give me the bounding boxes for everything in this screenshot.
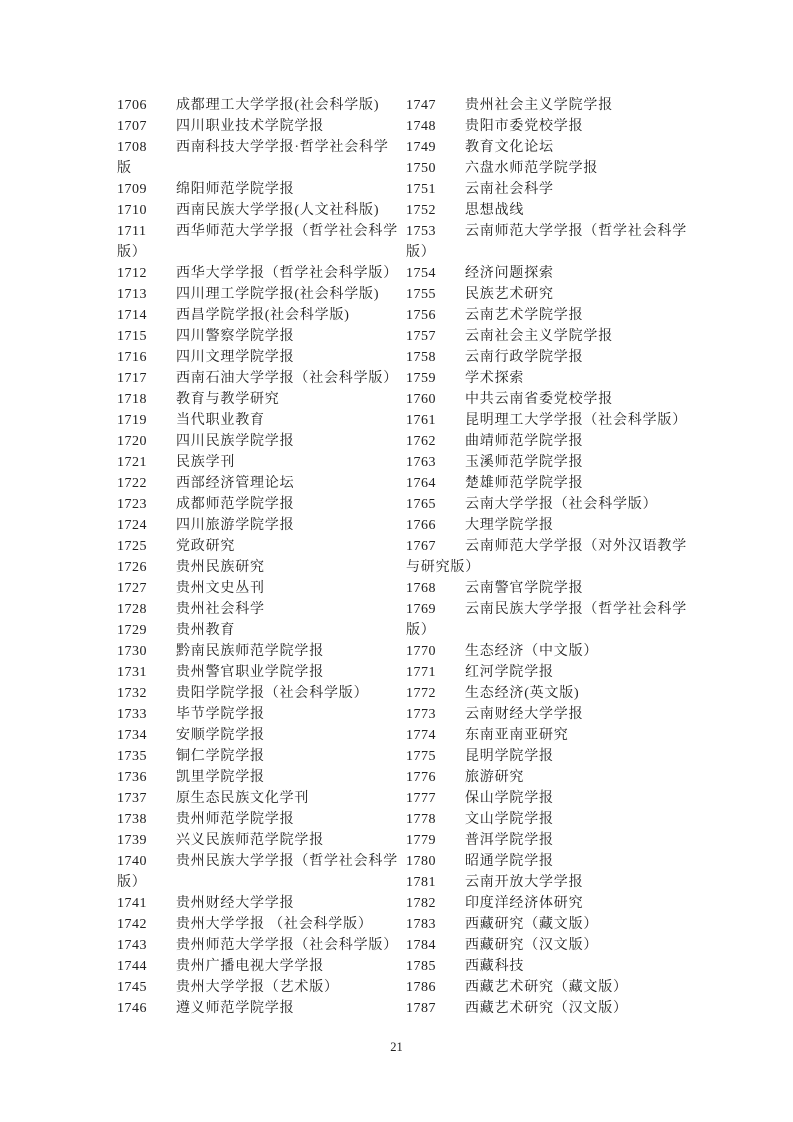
journal-entry <box>406 872 689 893</box>
entry-title: 四川职业技术学院学报 <box>176 119 324 134</box>
journal-entry <box>117 599 400 620</box>
entry-title: 民族艺术研究 <box>465 287 554 302</box>
journal-entry <box>117 557 400 578</box>
journal-entry <box>117 473 400 494</box>
entry-number: 1755 <box>406 287 436 302</box>
entry-title: 毕节学院学报 <box>176 707 265 722</box>
journal-entry <box>406 830 689 851</box>
entry-number: 1777 <box>406 791 436 806</box>
journal-entry <box>117 767 400 788</box>
journal-entry <box>406 389 689 410</box>
journal-entry <box>117 347 400 368</box>
journal-entry <box>406 935 689 956</box>
journal-entry <box>117 662 400 683</box>
journal-entry <box>117 221 400 263</box>
journal-entry <box>117 935 400 956</box>
entry-title: 成都理工大学学报(社会科学版) <box>176 98 380 113</box>
journal-entry <box>117 788 400 809</box>
entry-number: 1748 <box>406 119 436 134</box>
entry-title: 普洱学院学报 <box>465 833 554 848</box>
journal-entry <box>406 662 689 683</box>
journal-entry <box>117 914 400 935</box>
entry-title: 生态经济(英文版) <box>465 686 580 701</box>
entry-number: 1715 <box>117 329 147 344</box>
journal-entry <box>406 956 689 977</box>
entry-title: 贵州民族研究 <box>176 560 265 575</box>
entry-number: 1774 <box>406 728 436 743</box>
entry-number: 1712 <box>117 266 147 281</box>
entry-title: 六盘水师范学院学报 <box>465 161 599 176</box>
journal-entry <box>117 305 400 326</box>
journal-entry <box>117 956 400 977</box>
entry-title: 西部经济管理论坛 <box>176 476 295 491</box>
entry-number: 1758 <box>406 350 436 365</box>
entry-number: 1729 <box>117 623 147 638</box>
entry-title: 东南亚南亚研究 <box>465 728 569 743</box>
journal-entry <box>117 452 400 473</box>
entry-number: 1780 <box>406 854 436 869</box>
entry-title: 四川民族学院学报 <box>176 434 295 449</box>
entry-title: 原生态民族文化学刊 <box>176 791 310 806</box>
entry-number: 1730 <box>117 644 147 659</box>
entry-number: 1784 <box>406 938 436 953</box>
journal-list-left-column <box>117 95 400 1019</box>
journal-entry <box>117 536 400 557</box>
entry-number: 1772 <box>406 686 436 701</box>
entry-number: 1726 <box>117 560 147 575</box>
entry-title: 贵州文史丛刊 <box>176 581 265 596</box>
entry-number: 1754 <box>406 266 436 281</box>
entry-number: 1714 <box>117 308 147 323</box>
journal-entry <box>406 977 689 998</box>
entry-number: 1709 <box>117 182 147 197</box>
entry-number: 1721 <box>117 455 147 470</box>
journal-entry <box>406 116 689 137</box>
journal-entry <box>117 620 400 641</box>
entry-title: 贵州广播电视大学学报 <box>176 959 324 974</box>
journal-entry <box>406 788 689 809</box>
journal-entry <box>117 998 400 1019</box>
entry-title: 红河学院学报 <box>465 665 554 680</box>
entry-title: 贵州师范学院学报 <box>176 812 295 827</box>
journal-entry <box>406 767 689 788</box>
journal-entry <box>406 368 689 389</box>
journal-entry <box>406 284 689 305</box>
entry-title: 当代职业教育 <box>176 413 265 428</box>
entry-number: 1746 <box>117 1001 147 1016</box>
journal-entry <box>406 641 689 662</box>
journal-entry <box>406 725 689 746</box>
journal-entry <box>117 809 400 830</box>
entry-number: 1764 <box>406 476 436 491</box>
journal-entry <box>406 683 689 704</box>
entry-number: 1769 <box>406 602 436 617</box>
entry-title: 西藏研究（藏文版） <box>465 917 599 932</box>
journal-entry <box>117 326 400 347</box>
journal-entry <box>406 851 689 872</box>
journal-entry <box>117 851 400 893</box>
journal-entry <box>406 578 689 599</box>
entry-number: 1763 <box>406 455 436 470</box>
entry-number: 1762 <box>406 434 436 449</box>
entry-number: 1779 <box>406 833 436 848</box>
journal-entry <box>117 410 400 431</box>
entry-title: 曲靖师范学院学报 <box>465 434 584 449</box>
entry-title: 贵州大学学报 （社会科学版） <box>176 917 373 932</box>
entry-number: 1713 <box>117 287 147 302</box>
entry-title: 成都师范学院学报 <box>176 497 295 512</box>
entry-title: 生态经济（中文版） <box>465 644 599 659</box>
entry-title: 西南科技大学学报·哲学社会科学版 <box>117 140 389 176</box>
journal-entry <box>406 326 689 347</box>
entry-number: 1776 <box>406 770 436 785</box>
entry-title: 西昌学院学报(社会科学版) <box>176 308 350 323</box>
entry-title: 西南石油大学学报（社会科学版） <box>176 371 398 386</box>
entry-number: 1710 <box>117 203 147 218</box>
journal-entry <box>406 158 689 179</box>
entry-title: 铜仁学院学报 <box>176 749 265 764</box>
journal-entry <box>406 347 689 368</box>
entry-title: 西藏科技 <box>465 959 525 974</box>
journal-entry <box>406 998 689 1019</box>
entry-number: 1743 <box>117 938 147 953</box>
journal-entry <box>406 179 689 200</box>
entry-number: 1741 <box>117 896 147 911</box>
entry-title: 教育与教学研究 <box>176 392 280 407</box>
entry-title: 思想战线 <box>465 203 525 218</box>
journal-entry <box>406 536 689 578</box>
entry-title: 贵州师范大学学报（社会科学版） <box>176 938 398 953</box>
entry-title: 凯里学院学报 <box>176 770 265 785</box>
entry-number: 1752 <box>406 203 436 218</box>
journal-entry <box>117 95 400 116</box>
entry-title: 贵阳市委党校学报 <box>465 119 584 134</box>
entry-number: 1767 <box>406 539 436 554</box>
journal-entry <box>406 704 689 725</box>
journal-entry <box>117 494 400 515</box>
entry-title: 西藏研究（汉文版） <box>465 938 599 953</box>
entry-title: 玉溪师范学院学报 <box>465 455 584 470</box>
entry-number: 1745 <box>117 980 147 995</box>
journal-entry <box>117 725 400 746</box>
journal-entry <box>406 599 689 641</box>
journal-entry <box>406 410 689 431</box>
entry-title: 楚雄师范学院学报 <box>465 476 584 491</box>
entry-title: 经济问题探索 <box>465 266 554 281</box>
journal-entry <box>406 893 689 914</box>
entry-number: 1753 <box>406 224 436 239</box>
entry-number: 1720 <box>117 434 147 449</box>
entry-title: 昆明理工大学学报（社会科学版） <box>465 413 687 428</box>
entry-number: 1738 <box>117 812 147 827</box>
entry-title: 四川警察学院学报 <box>176 329 295 344</box>
journal-entry <box>406 200 689 221</box>
entry-number: 1787 <box>406 1001 436 1016</box>
entry-number: 1727 <box>117 581 147 596</box>
journal-entry <box>117 137 400 179</box>
journal-entry <box>117 683 400 704</box>
page-number: 21 <box>390 1040 403 1054</box>
entry-number: 1757 <box>406 329 436 344</box>
entry-title: 贵州社会科学 <box>176 602 265 617</box>
journal-entry <box>117 893 400 914</box>
journal-entry <box>117 578 400 599</box>
entry-title: 西藏艺术研究（藏文版） <box>465 980 628 995</box>
entry-title: 贵州大学学报（艺术版） <box>176 980 339 995</box>
entry-number: 1723 <box>117 497 147 512</box>
entry-number: 1747 <box>406 98 436 113</box>
entry-number: 1766 <box>406 518 436 533</box>
journal-entry <box>406 515 689 536</box>
journal-entry <box>406 746 689 767</box>
entry-number: 1761 <box>406 413 436 428</box>
entry-title: 云南开放大学学报 <box>465 875 584 890</box>
entry-title: 云南财经大学学报 <box>465 707 584 722</box>
entry-number: 1731 <box>117 665 147 680</box>
entry-number: 1759 <box>406 371 436 386</box>
entry-number: 1728 <box>117 602 147 617</box>
entry-title: 云南师范大学学报（哲学社会科学版） <box>406 224 687 260</box>
entry-number: 1751 <box>406 182 436 197</box>
entry-number: 1717 <box>117 371 147 386</box>
entry-title: 遵义师范学院学报 <box>176 1001 295 1016</box>
journal-entry <box>117 977 400 998</box>
entry-title: 云南师范大学学报（对外汉语教学与研究版） <box>406 539 687 575</box>
entry-number: 1744 <box>117 959 147 974</box>
entry-number: 1775 <box>406 749 436 764</box>
entry-title: 四川旅游学院学报 <box>176 518 295 533</box>
entry-number: 1733 <box>117 707 147 722</box>
entry-number: 1765 <box>406 497 436 512</box>
entry-number: 1785 <box>406 959 436 974</box>
journal-entry <box>406 809 689 830</box>
entry-title: 西藏艺术研究（汉文版） <box>465 1001 628 1016</box>
entry-number: 1708 <box>117 140 147 155</box>
journal-entry <box>406 431 689 452</box>
journal-entry <box>117 368 400 389</box>
entry-number: 1782 <box>406 896 436 911</box>
entry-title: 云南社会科学 <box>465 182 554 197</box>
entry-number: 1768 <box>406 581 436 596</box>
entry-number: 1750 <box>406 161 436 176</box>
entry-title: 大理学院学报 <box>465 518 554 533</box>
entry-title: 云南艺术学院学报 <box>465 308 584 323</box>
entry-number: 1760 <box>406 392 436 407</box>
entry-number: 1718 <box>117 392 147 407</box>
journal-entry <box>117 515 400 536</box>
journal-entry <box>406 137 689 158</box>
entry-title: 贵州民族大学学报（哲学社会科学版） <box>117 854 398 890</box>
entry-number: 1740 <box>117 854 147 869</box>
journal-entry <box>117 641 400 662</box>
entry-title: 绵阳师范学院学报 <box>176 182 295 197</box>
journal-entry <box>406 95 689 116</box>
entry-title: 文山学院学报 <box>465 812 554 827</box>
journal-entry <box>117 431 400 452</box>
entry-number: 1706 <box>117 98 147 113</box>
entry-number: 1716 <box>117 350 147 365</box>
entry-title: 贵州财经大学学报 <box>176 896 295 911</box>
entry-number: 1732 <box>117 686 147 701</box>
journal-entry <box>117 179 400 200</box>
entry-title: 贵州社会主义学院学报 <box>465 98 613 113</box>
entry-number: 1707 <box>117 119 147 134</box>
entry-title: 黔南民族师范学院学报 <box>176 644 324 659</box>
entry-title: 四川理工学院学报(社会科学版) <box>176 287 380 302</box>
journal-entry <box>406 452 689 473</box>
entry-title: 西华大学学报（哲学社会科学版） <box>176 266 398 281</box>
entry-title: 西华师范大学学报（哲学社会科学版） <box>117 224 398 260</box>
entry-title: 安顺学院学报 <box>176 728 265 743</box>
entry-number: 1783 <box>406 917 436 932</box>
entry-number: 1737 <box>117 791 147 806</box>
entry-number: 1739 <box>117 833 147 848</box>
entry-number: 1773 <box>406 707 436 722</box>
entry-title: 民族学刊 <box>176 455 236 470</box>
entry-title: 教育文化论坛 <box>465 140 554 155</box>
entry-number: 1770 <box>406 644 436 659</box>
entry-title: 兴义民族师范学院学报 <box>176 833 324 848</box>
entry-title: 学术探索 <box>465 371 525 386</box>
journal-entry <box>406 473 689 494</box>
journal-entry <box>117 284 400 305</box>
entry-number: 1736 <box>117 770 147 785</box>
journal-entry <box>117 389 400 410</box>
entry-number: 1742 <box>117 917 147 932</box>
entry-number: 1735 <box>117 749 147 764</box>
entry-number: 1724 <box>117 518 147 533</box>
entry-number: 1771 <box>406 665 436 680</box>
entry-title: 云南大学学报（社会科学版） <box>465 497 658 512</box>
entry-title: 昭通学院学报 <box>465 854 554 869</box>
entry-number: 1786 <box>406 980 436 995</box>
entry-title: 旅游研究 <box>465 770 525 785</box>
journal-entry <box>117 704 400 725</box>
entry-title: 四川文理学院学报 <box>176 350 295 365</box>
journal-entry <box>406 914 689 935</box>
entry-title: 云南警官学院学报 <box>465 581 584 596</box>
journal-entry <box>406 263 689 284</box>
entry-title: 贵州教育 <box>176 623 236 638</box>
entry-number: 1749 <box>406 140 436 155</box>
journal-entry <box>117 746 400 767</box>
journal-entry <box>406 494 689 515</box>
entry-title: 云南社会主义学院学报 <box>465 329 613 344</box>
entry-number: 1711 <box>117 224 147 239</box>
entry-title: 保山学院学报 <box>465 791 554 806</box>
entry-number: 1734 <box>117 728 147 743</box>
entry-number: 1756 <box>406 308 436 323</box>
journal-entry <box>406 221 689 263</box>
entry-title: 西南民族大学学报(人文社科版) <box>176 203 380 218</box>
journal-list-right-column <box>406 95 689 1019</box>
entry-number: 1725 <box>117 539 147 554</box>
entry-title: 云南民族大学学报（哲学社会科学版） <box>406 602 687 638</box>
journal-entry <box>117 263 400 284</box>
entry-number: 1778 <box>406 812 436 827</box>
entry-number: 1781 <box>406 875 436 890</box>
entry-number: 1722 <box>117 476 147 491</box>
entry-title: 贵州警官职业学院学报 <box>176 665 324 680</box>
entry-number: 1719 <box>117 413 147 428</box>
entry-title: 中共云南省委党校学报 <box>465 392 613 407</box>
entry-title: 昆明学院学报 <box>465 749 554 764</box>
entry-title: 贵阳学院学报（社会科学版） <box>176 686 369 701</box>
entry-title: 印度洋经济体研究 <box>465 896 584 911</box>
journal-entry <box>117 200 400 221</box>
journal-entry <box>406 305 689 326</box>
journal-entry <box>117 116 400 137</box>
journal-entry <box>117 830 400 851</box>
entry-title: 云南行政学院学报 <box>465 350 584 365</box>
entry-title: 党政研究 <box>176 539 236 554</box>
